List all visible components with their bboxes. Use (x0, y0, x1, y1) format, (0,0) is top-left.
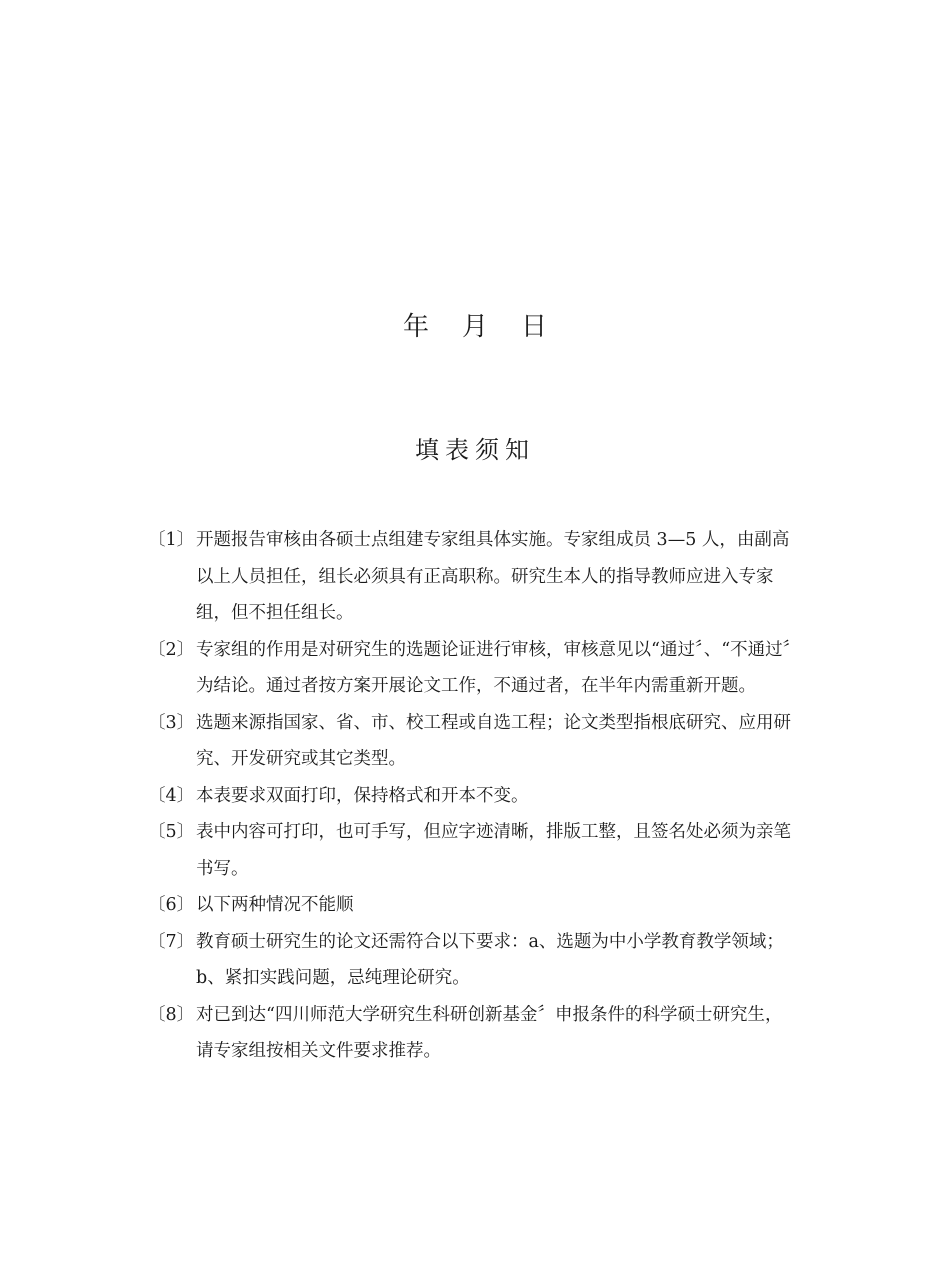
note-number: 〔1〕 (148, 530, 195, 550)
note-item (148, 778, 798, 815)
note-text: 选题来源指国家、省、市、校工程或自选工程；论文类型指根底研究、应用研究、开发研究或其它类型。 (196, 712, 791, 769)
note-number: 〔3〕 (148, 712, 195, 733)
note-text: 以下两种情况不能顺 (196, 895, 354, 915)
note-item (148, 814, 798, 887)
note-item (148, 522, 798, 632)
note-text: 对已到达“四川师范大学研究生科研创新基金〞申报条件的科学硕士研究生，请专家组按相关文件要求推荐。 (196, 1004, 783, 1061)
note-item (148, 924, 798, 997)
note-text: 教育硕士研究生的论文还需符合以下要求：a、选题为中小学教育教学领域；b、紧扣实践问题，忌纯理论研究。 (196, 931, 784, 988)
note-text: 表中内容可打印，也可手写，但应字迹清晰，排版工整，且签名处必须为亲笔书写。 (196, 822, 791, 879)
note-number: 〔5〕 (148, 822, 195, 842)
note-number: 〔8〕 (148, 1004, 195, 1025)
note-number: 〔4〕 (148, 785, 195, 806)
note-number: 〔6〕 (148, 895, 195, 915)
note-number: 〔7〕 (148, 931, 195, 952)
note-text: 专家组的作用是对研究生的选题论证进行审核，审核意见以“通过〞、“不通过〞为结论。通过者按方案开展论文工作，不通过者，在半年内需重新开题。 (196, 639, 792, 696)
note-item (148, 705, 798, 778)
note-item (148, 632, 798, 705)
page-title: 填表须知 (415, 436, 535, 464)
note-item (148, 887, 798, 924)
note-number: 〔2〕 (148, 639, 195, 660)
note-text: 开题报告审核由各硕士点组建专家组具体实施。专家组成员 3—5 人，由副高以上人员担任，组长必须具有正高职称。研究生本人的指导教师应进入专家组，但不担任组长。 (196, 530, 790, 623)
notes-list (148, 522, 798, 1070)
note-item (148, 997, 798, 1070)
date-line: 年 月 日 (402, 312, 548, 342)
note-text: 本表要求双面打印，保持格式和开本不变。 (196, 785, 529, 806)
